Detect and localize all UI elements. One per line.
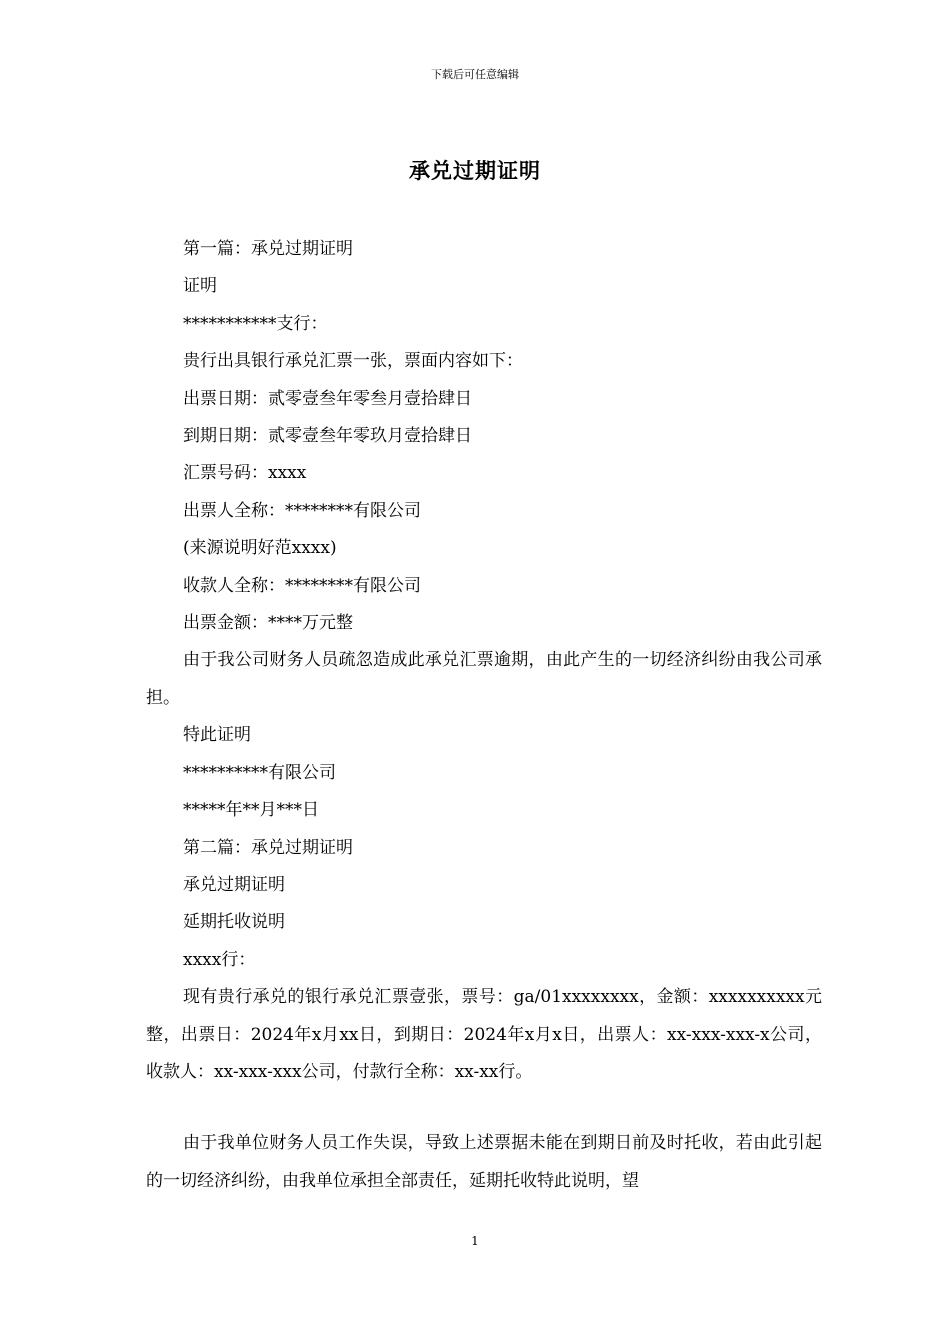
paragraph: ***********支行：	[183, 313, 328, 334]
paragraph: (来源说明好范xxxx)	[183, 538, 337, 559]
document-title: 承兑过期证明	[409, 158, 541, 183]
paragraph: 出票人全称：********有限公司	[183, 500, 421, 521]
paragraph: 承兑过期证明	[183, 874, 285, 895]
page-header: 下载后可任意编辑	[431, 68, 519, 81]
paragraph: 汇票号码：xxxx	[183, 463, 307, 484]
paragraph: 第一篇：承兑过期证明	[183, 239, 353, 259]
paragraph: 出票金额：****万元整	[183, 613, 353, 634]
paragraph: 贵行出具银行承兑汇票一张，票面内容如下：	[183, 351, 523, 372]
paragraph: 第二篇：承兑过期证明	[183, 837, 353, 858]
paragraph: *****年**月***日	[183, 800, 319, 821]
paragraph: 特此证明	[183, 725, 251, 746]
document-body	[146, 231, 822, 1200]
paragraph: xxxx行：	[183, 949, 256, 970]
paragraph: 到期日期：贰零壹叁年零玖月壹拾肆日	[183, 426, 472, 447]
paragraph: 证明	[183, 276, 217, 297]
paragraph: **********有限公司	[183, 762, 336, 783]
page-number: 1	[471, 1234, 479, 1248]
paragraph: 现有贵行承兑的银行承兑汇票壹张，票号：ga/01xxxxxxxx，金额：xxxxxxxxxx元整，出票日：2024年x月xx日，到期日：2024年x月x日，出票人：xx-xxx-xxx-x公司，收款人：xx-xxx-xxx公司，付款行全称：xx-xx行。	[146, 987, 822, 1082]
paragraph: 延期托收说明	[183, 912, 285, 933]
paragraph: 由于我单位财务人员工作失误，导致上述票据未能在到期日前及时托收，若由此引起的一切经济纠纷，由我单位承担全部责任，延期托收特此说明，望	[146, 1133, 822, 1191]
paragraph: 出票日期：贰零壹叁年零叁月壹拾肆日	[183, 388, 472, 409]
paragraph: 收款人全称：********有限公司	[183, 575, 421, 596]
paragraph: 由于我公司财务人员疏忽造成此承兑汇票逾期，由此产生的一切经济纠纷由我公司承担。	[146, 650, 822, 708]
